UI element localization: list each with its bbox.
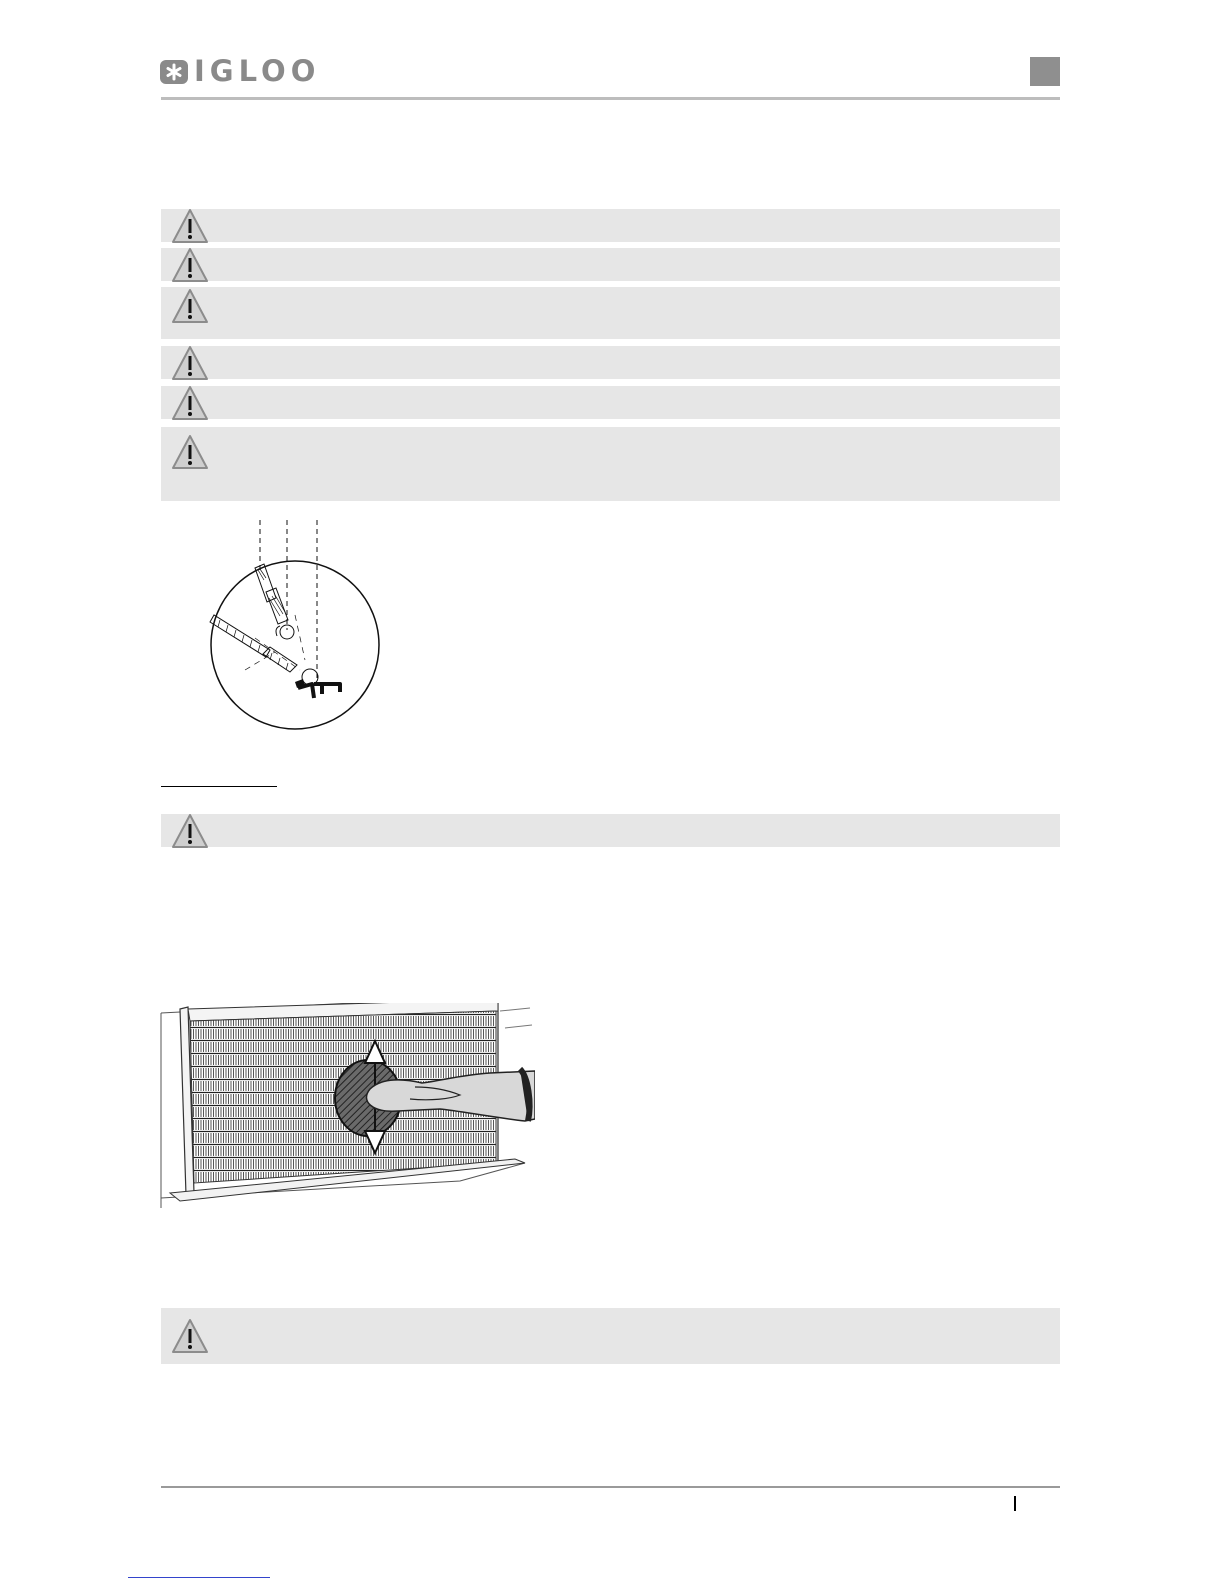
warning-box [161, 287, 1060, 339]
header-rule [161, 97, 1060, 100]
warning-triangle-icon [171, 1318, 209, 1354]
warning-triangle-icon [171, 208, 209, 244]
lamp-detail-illustration [200, 520, 390, 745]
warning-triangle-icon [171, 345, 209, 381]
footer-rule [161, 1486, 1060, 1488]
warning-box [161, 346, 1060, 379]
warning-triangle-icon [171, 385, 209, 421]
warning-box [161, 248, 1060, 281]
chapter-tab [1030, 57, 1060, 86]
warning-triangle-icon [171, 247, 209, 283]
warning-box [161, 1308, 1060, 1364]
warning-box [161, 427, 1060, 501]
warning-box [161, 386, 1060, 419]
section-heading-underline [161, 786, 277, 787]
warning-triangle-icon [171, 813, 209, 849]
page-number-separator [1014, 1496, 1016, 1511]
logo-wordmark: IGLOO [194, 54, 321, 88]
warning-box [161, 209, 1060, 242]
warning-triangle-icon [171, 434, 209, 470]
warning-triangle-icon [171, 288, 209, 324]
link-underline [128, 1577, 270, 1578]
warning-box [161, 814, 1060, 847]
condenser-cleaning-illustration [160, 1003, 535, 1218]
